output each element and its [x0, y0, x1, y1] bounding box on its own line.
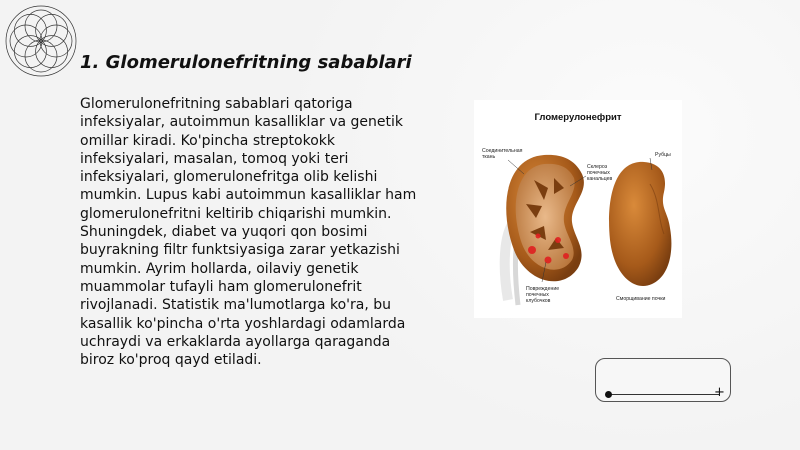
label-connective-tissue: Соединительная ткань [482, 148, 523, 160]
figure-title: Гломерулонефрит [534, 112, 622, 123]
media-player-control[interactable] [595, 358, 731, 402]
plus-icon[interactable]: + [714, 385, 725, 400]
label-kidney-shrinkage: Сморщивание почки [616, 296, 666, 302]
kidney-illustration [474, 100, 682, 318]
label-scars: Рубцы [655, 152, 671, 158]
decorative-ring-icon [4, 4, 78, 78]
kidney-drawing [474, 100, 682, 318]
slide-title: 1. Glomerulonefritning sabablari [80, 52, 412, 73]
label-glomeruli-damage: Повреждение почечных клубочков [526, 286, 560, 304]
play-dot-icon[interactable] [605, 391, 612, 398]
slide-body-text: Glomerulonefritning sabablari qatoriga infeksiyalar, autoimmun kasalliklar va genetik omillar kiradi. Ko'pincha streptokokk infeksiyalari, masalan, tomoq yoki teri infeksiyalari, glomerulonefritga olib kelishi mumkin. Lupus kabi autoimmun kasalliklar ham glomerulonefritni keltirib chiqarishi mumkin. Shuningdek, diabet va yuqori qon bosimi buyrakning filtr funktsiyasiga zarar yetkazishi mumkin. Ayrim hollarda, oilaviy genetik muammolar tufayli ham glomerulonefrit rivojlanadi. Statistik ma'lumotlarga ko'ra, bu kasallik ko'pincha o'rta yoshlardagi odamlarda uchraydi va erkaklarda ayollarga qaraganda biroz ko'proq qayd etiladi. [80, 96, 417, 369]
label-tubule-sclerosis: Склероз почечных канальцев [587, 164, 613, 182]
seek-track[interactable] [608, 394, 720, 395]
